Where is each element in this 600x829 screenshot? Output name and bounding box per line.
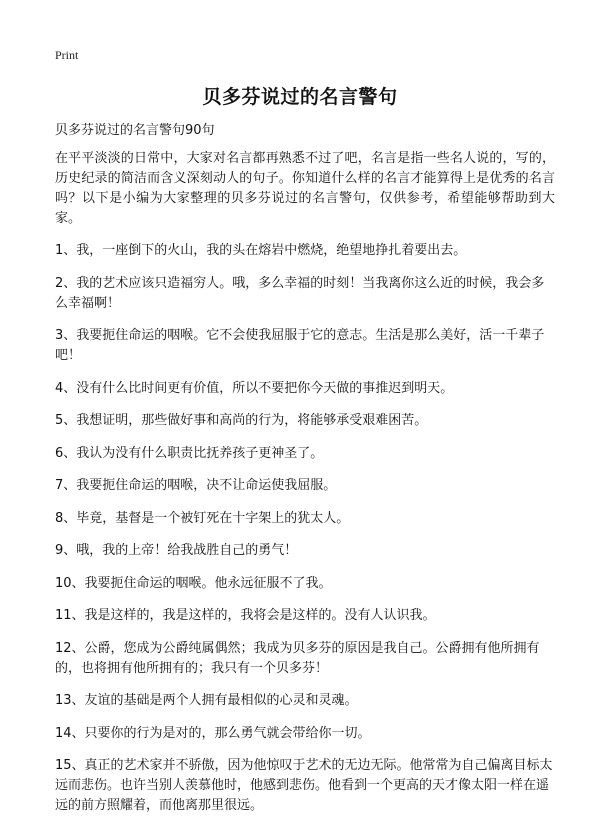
- article-body: [55, 149, 555, 829]
- quote-item: 9、哦，我的上帝！给我战胜自己的勇气！: [55, 543, 298, 558]
- quote-item: 2、我的艺术应该只造福穷人。哦，多么幸福的时刻！当我离你这么近的时候，我会多么幸福啊！: [55, 275, 545, 311]
- page-title: 贝多芬说过的名言警句: [202, 86, 398, 108]
- quote-item: 10、我要扼住命运的咽喉。他永远征服不了我。: [55, 575, 332, 591]
- quote-item: 15、真正的艺术家并不骄傲，因为他惊叹于艺术的无边无际。他常常为自己偏离目标太远而悲伤。也许当别人羡慕他时，他感到悲伤。他看到一个更高的天才像太阳一样在遥远的前方照耀着，而他离那里很远。: [55, 758, 553, 813]
- quote-item: 14、只要你的行为是对的，那么勇气就会带给你一切。: [55, 725, 371, 741]
- page-subtitle: 贝多芬说过的名言警句90句: [55, 123, 215, 138]
- print-link[interactable]: Print: [55, 48, 79, 62]
- intro-paragraph: 在平平淡淡的日常中，大家对名言都再熟悉不过了吧，名言是指一些名人说的，写的，历史纪录的简洁而含义深刻动人的句子。你知道什么样的名言才能算得上是优秀的名言吗？以下是小编为大家整理的贝多芬说过的名言警句，仅供参考，希望能够帮助到大家。: [55, 151, 555, 226]
- quote-item: 8、毕竟，基督是一个被钉死在十字架上的犹太人。: [55, 510, 350, 526]
- quote-item: 7、我要扼住命运的咽喉，决不让命运使我屈服。: [55, 478, 337, 493]
- quote-item: 5、我想证明，那些做好事和高尚的行为，将能够承受艰难困苦。: [55, 413, 428, 428]
- quote-item: 11、我是这样的，我是这样的，我将会是这样的。没有人认识我。: [55, 608, 436, 623]
- quote-item: 4、没有什么比时间更有价值，所以不要把你今天做的事推迟到明天。: [55, 380, 454, 396]
- quote-item: 13、友谊的基础是两个人拥有最相似的心灵和灵魂。: [55, 693, 358, 708]
- quote-item: 3、我要扼住命运的咽喉。它不会使我屈服于它的意志。生活是那么美好，活一千辈子吧！: [55, 328, 545, 363]
- quote-item: 1、我，一座倒下的火山，我的头在熔岩中燃烧，绝望地挣扎着要出去。: [55, 243, 467, 258]
- quote-item: 6、我认为没有什么职责比抚养孩子更神圣了。: [55, 445, 324, 461]
- quote-item: 12、公爵，您成为公爵纯属偶然；我成为贝多芬的原因是我自己。公爵拥有他所拥有的，也将拥有他所拥有的；我只有一个贝多芬！: [55, 640, 540, 676]
